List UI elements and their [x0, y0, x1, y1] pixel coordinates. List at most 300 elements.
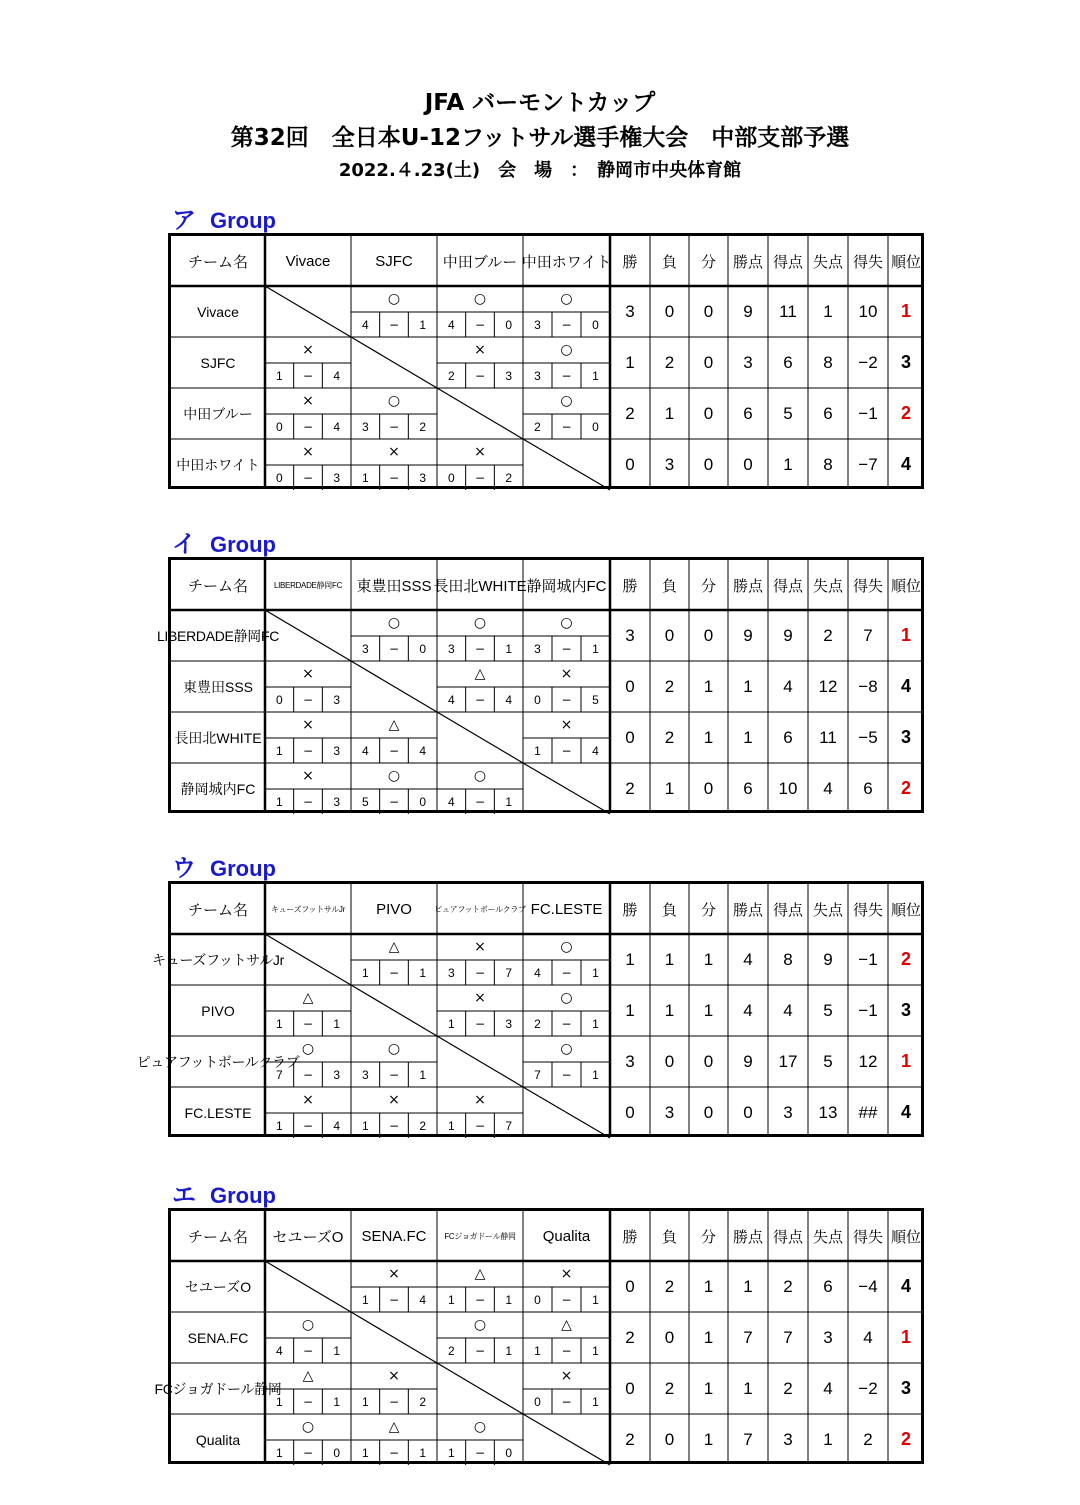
score-against: 3: [505, 368, 512, 383]
score-for: 1: [534, 1343, 541, 1358]
diagonal-line: [437, 388, 523, 439]
stat-rank: 1: [900, 1051, 911, 1071]
score-dash: −: [474, 1343, 486, 1358]
header-opponent: キューズフットサルJr: [270, 904, 345, 914]
header-goal-diff: 得失: [852, 1228, 883, 1246]
stat-goals-for: 3: [783, 1102, 793, 1122]
result-symbol: ○: [560, 939, 573, 955]
score-dash: −: [302, 368, 314, 383]
stat-win: 3: [625, 625, 635, 645]
score-against: 4: [333, 1118, 340, 1133]
stat-draw: 1: [703, 727, 714, 747]
stat-win: 2: [625, 778, 635, 798]
header-goals-for: 得点: [772, 1228, 803, 1246]
score-for: 3: [447, 965, 455, 980]
score-against: 1: [419, 1067, 426, 1082]
stat-win: 1: [625, 1000, 635, 1020]
score-against: 7: [505, 965, 512, 980]
result-symbol: ○: [387, 291, 401, 307]
score-dash: −: [561, 1394, 572, 1409]
team-name: ピュアフットボールクラブ: [136, 1053, 300, 1070]
score-for: 4: [447, 692, 455, 707]
header-goals-for: 得点: [772, 253, 803, 271]
stat-loss: 0: [664, 1429, 675, 1449]
stat-goal-diff: −5: [858, 727, 878, 747]
score-dash: −: [561, 419, 572, 434]
stat-goal-diff: 2: [863, 1429, 873, 1449]
stat-points: 0: [743, 1102, 753, 1122]
score-dash: −: [474, 1445, 486, 1460]
result-symbol: ×: [302, 393, 314, 409]
stat-goals-for: 4: [783, 1000, 793, 1020]
score-dash: −: [302, 1394, 314, 1409]
header-loss: 負: [661, 253, 677, 271]
score-dash: −: [561, 1067, 572, 1082]
score-against: 1: [505, 1292, 512, 1307]
score-against: 1: [419, 965, 426, 980]
result-symbol: ○: [560, 342, 573, 358]
stat-goals-for: 1: [783, 454, 793, 474]
header-opponent: 東豊田SSS: [356, 577, 432, 595]
stat-goals-against: 2: [823, 625, 833, 645]
stat-draw: 0: [703, 778, 714, 798]
stat-draw: 1: [703, 676, 714, 696]
stat-goals-for: 4: [783, 676, 793, 696]
header-team: チーム名: [187, 1228, 248, 1246]
stat-points: 6: [743, 778, 753, 798]
stat-loss: 2: [664, 1378, 675, 1398]
score-for: 0: [447, 470, 455, 485]
score-against: 0: [505, 1445, 512, 1460]
score-for: 1: [361, 965, 369, 980]
stat-win: 0: [625, 676, 635, 696]
result-symbol: ○: [473, 291, 487, 307]
header-opponent: PIVO: [376, 900, 412, 918]
score-against: 3: [333, 692, 340, 707]
stat-goal-diff: −1: [858, 949, 878, 969]
score-dash: −: [302, 470, 314, 485]
diagonal-line: [437, 1036, 523, 1087]
result-symbol: ○: [473, 1419, 487, 1435]
score-dash: −: [302, 1343, 314, 1358]
group-kana: ア: [172, 207, 196, 234]
score-against: 1: [592, 641, 599, 656]
score-dash: −: [302, 692, 314, 707]
stat-draw: 0: [703, 625, 714, 645]
stat-points: 1: [743, 1378, 753, 1398]
score-against: 4: [419, 743, 426, 758]
team-name: Qualita: [195, 1431, 241, 1448]
result-symbol: ×: [474, 990, 486, 1006]
stat-goal-diff: −2: [858, 352, 878, 372]
result-symbol: △: [474, 1266, 486, 1282]
stat-loss: 2: [664, 1276, 675, 1296]
score-for: 0: [534, 1292, 541, 1307]
stat-loss: 1: [664, 949, 675, 969]
stat-draw: 1: [703, 1429, 714, 1449]
result-symbol: ×: [474, 1092, 486, 1108]
stat-goals-against: 6: [823, 1276, 833, 1296]
score-against: 4: [505, 692, 512, 707]
group-table: [154, 1208, 924, 1464]
stat-draw: 1: [703, 1000, 714, 1020]
score-for: 4: [361, 317, 369, 332]
diagonal-line: [523, 439, 610, 490]
stat-goals-against: 4: [823, 778, 833, 798]
header-goal-diff: 得失: [852, 253, 883, 271]
stat-loss: 3: [664, 1102, 675, 1122]
stat-win: 2: [625, 403, 635, 423]
header-opponent: FCジョガドール静岡: [444, 1231, 516, 1241]
score-for: 4: [361, 743, 369, 758]
score-for: 0: [534, 692, 541, 707]
header-draw: 分: [700, 253, 716, 271]
title-line-2: 第32回 全日本U-12フットサル選手権大会 中部支部予選: [230, 125, 850, 151]
score-dash: −: [302, 1067, 314, 1082]
score-against: 3: [333, 743, 340, 758]
score-for: 2: [447, 1343, 455, 1358]
result-symbol: ×: [560, 666, 573, 682]
stat-goal-diff: 7: [863, 625, 873, 645]
diagonal-line: [351, 661, 437, 712]
score-against: 2: [419, 1394, 426, 1409]
diagonal-line: [351, 1312, 437, 1363]
score-for: 1: [361, 1394, 369, 1409]
group-label: Group: [210, 856, 276, 881]
score-against: 1: [505, 1343, 512, 1358]
score-dash: −: [561, 1016, 572, 1031]
stat-goal-diff: −7: [858, 454, 878, 474]
team-name: キューズフットサルJr: [152, 951, 284, 968]
score-dash: −: [302, 743, 314, 758]
score-against: 1: [592, 1016, 599, 1031]
score-for: 4: [275, 1343, 283, 1358]
result-symbol: ×: [302, 342, 314, 358]
score-for: 1: [447, 1292, 455, 1307]
stat-goal-diff: −2: [858, 1378, 878, 1398]
score-dash: −: [474, 965, 486, 980]
score-dash: −: [561, 317, 572, 332]
result-symbol: ○: [560, 393, 573, 409]
stat-draw: 0: [703, 352, 714, 372]
score-for: 3: [534, 317, 541, 332]
stat-win: 2: [625, 1429, 635, 1449]
header-opponent: Qualita: [542, 1227, 591, 1245]
score-against: 7: [505, 1118, 512, 1133]
group-table: [156, 557, 924, 813]
score-for: 2: [534, 419, 541, 434]
stat-draw: 0: [703, 1051, 714, 1071]
stat-rank: 3: [900, 727, 911, 747]
stat-goal-diff: −1: [858, 403, 878, 423]
stat-goals-against: 8: [823, 352, 833, 372]
score-against: 1: [333, 1343, 340, 1358]
score-dash: −: [388, 641, 400, 656]
header-opponent: LIBERDADE静岡FC: [273, 580, 343, 590]
header-goals-against: 失点: [812, 253, 843, 271]
header-team: チーム名: [187, 577, 248, 595]
stat-rank: 1: [900, 301, 911, 321]
group-title: [172, 1175, 276, 1210]
score-dash: −: [388, 470, 400, 485]
header-goals-for: 得点: [772, 901, 803, 919]
diagonal-line: [265, 1261, 351, 1312]
score-for: 1: [361, 1118, 369, 1133]
result-symbol: ×: [560, 1368, 573, 1384]
result-symbol: ×: [560, 717, 573, 733]
diagonal-line: [437, 712, 523, 763]
diagonal-line: [523, 763, 610, 814]
team-name: 静岡城内FC: [180, 780, 256, 797]
score-dash: −: [561, 965, 572, 980]
stat-goals-against: 12: [818, 676, 838, 696]
score-dash: −: [561, 641, 572, 656]
result-symbol: ○: [387, 615, 401, 631]
stat-win: 2: [625, 1327, 635, 1347]
team-name: セユーズO: [184, 1278, 252, 1295]
score-dash: −: [302, 1445, 314, 1460]
result-symbol: ○: [560, 615, 573, 631]
stat-loss: 2: [664, 676, 675, 696]
group-table: [136, 881, 924, 1137]
stat-loss: 0: [664, 301, 675, 321]
result-symbol: ×: [474, 342, 486, 358]
stat-loss: 1: [664, 778, 675, 798]
score-for: 1: [447, 1118, 455, 1133]
diagonal-line: [351, 337, 437, 388]
stat-goals-against: 1: [823, 1429, 833, 1449]
score-for: 7: [534, 1067, 541, 1082]
stat-points: 1: [743, 1276, 753, 1296]
score-against: 5: [592, 692, 599, 707]
score-for: 4: [447, 794, 455, 809]
stat-rank: 2: [900, 403, 911, 423]
stat-draw: 1: [703, 1276, 714, 1296]
stat-draw: 1: [703, 949, 714, 969]
stat-goals-against: 1: [823, 301, 833, 321]
stat-rank: 4: [900, 1102, 911, 1122]
score-for: 0: [275, 470, 283, 485]
stat-points: 9: [743, 1051, 753, 1071]
stat-loss: 0: [664, 1051, 675, 1071]
stat-goals-against: 8: [823, 454, 833, 474]
score-dash: −: [474, 1016, 486, 1031]
result-symbol: △: [388, 717, 400, 733]
header-opponent: 中田ブルー: [442, 253, 518, 271]
diagonal-line: [523, 1087, 610, 1138]
group-title: [172, 200, 276, 235]
score-against: 0: [333, 1445, 340, 1460]
header-opponent: SJFC: [375, 252, 413, 270]
score-against: 1: [592, 1343, 599, 1358]
score-dash: −: [302, 419, 314, 434]
score-against: 0: [505, 317, 512, 332]
stat-loss: 0: [664, 625, 675, 645]
score-for: 1: [361, 1445, 369, 1460]
score-against: 0: [419, 794, 426, 809]
score-for: 3: [361, 1067, 369, 1082]
stat-loss: 1: [664, 1000, 675, 1020]
header-rank: 順位: [890, 577, 921, 595]
header-goals-against: 失点: [812, 577, 843, 595]
header-points: 勝点: [732, 577, 763, 595]
score-dash: −: [561, 743, 572, 758]
score-against: 0: [592, 317, 599, 332]
stat-rank: 3: [900, 1378, 911, 1398]
stat-goals-against: 6: [823, 403, 833, 423]
score-for: 1: [275, 368, 283, 383]
header-win: 勝: [622, 901, 638, 919]
header-points: 勝点: [732, 253, 763, 271]
score-for: 0: [534, 1394, 541, 1409]
result-symbol: ×: [388, 1092, 400, 1108]
stat-win: 1: [625, 352, 635, 372]
group-kana: ウ: [172, 855, 196, 882]
stat-goals-for: 10: [778, 778, 798, 798]
team-name: FCジョガドール静岡: [154, 1380, 282, 1397]
result-symbol: ×: [302, 444, 314, 460]
result-symbol: ×: [388, 1266, 400, 1282]
stat-rank: 1: [900, 625, 911, 645]
stat-draw: 1: [703, 1378, 714, 1398]
stat-goal-diff: −1: [858, 1000, 878, 1020]
stat-win: 1: [625, 949, 635, 969]
stat-goals-for: 6: [783, 727, 793, 747]
group-kana: エ: [172, 1182, 196, 1209]
stat-goals-against: 4: [823, 1378, 833, 1398]
result-symbol: ○: [387, 393, 401, 409]
score-dash: −: [388, 965, 400, 980]
result-symbol: △: [561, 1317, 572, 1333]
result-symbol: ○: [560, 990, 573, 1006]
header-goals-against: 失点: [812, 1228, 843, 1246]
result-symbol: △: [302, 1368, 314, 1384]
score-for: 1: [275, 1445, 283, 1460]
group-title: [172, 524, 276, 559]
header-loss: 負: [661, 577, 677, 595]
score-against: 1: [592, 1394, 599, 1409]
stat-rank: 2: [900, 949, 911, 969]
stat-rank: 4: [900, 1276, 911, 1296]
team-name: FC.LESTE: [184, 1104, 252, 1121]
score-against: 4: [419, 1292, 426, 1307]
score-against: 1: [592, 1067, 599, 1082]
stat-draw: 0: [703, 301, 714, 321]
score-for: 1: [275, 1394, 283, 1409]
score-for: 1: [447, 1016, 455, 1031]
header-opponent: SENA.FC: [361, 1227, 427, 1245]
header-rank: 順位: [890, 1228, 921, 1246]
score-against: 1: [505, 794, 512, 809]
stat-goals-against: 5: [823, 1051, 833, 1071]
stat-draw: 0: [703, 1102, 714, 1122]
header-goals-for: 得点: [772, 577, 803, 595]
result-symbol: ○: [387, 768, 401, 784]
score-against: 1: [419, 317, 426, 332]
score-against: 1: [505, 641, 512, 656]
stat-draw: 0: [703, 454, 714, 474]
score-dash: −: [388, 1394, 400, 1409]
diagonal-line: [265, 286, 351, 337]
stat-loss: 2: [664, 352, 675, 372]
header-rank: 順位: [890, 901, 921, 919]
stat-points: 0: [743, 454, 753, 474]
group-label: Group: [210, 208, 276, 233]
stat-goals-for: 17: [778, 1051, 798, 1071]
stat-rank: 4: [900, 454, 911, 474]
diagonal-line: [437, 1363, 523, 1414]
stat-goal-diff: −4: [858, 1276, 878, 1296]
team-name: 中田ホワイト: [176, 456, 260, 473]
diagonal-line: [523, 1414, 610, 1465]
header-opponent: セユーズO: [272, 1228, 344, 1246]
score-for: 1: [275, 1118, 283, 1133]
header-points: 勝点: [732, 1228, 763, 1246]
team-name: PIVO: [201, 1002, 235, 1019]
stat-rank: 3: [900, 352, 911, 372]
stat-rank: 2: [900, 1429, 911, 1449]
group-label: Group: [210, 532, 276, 557]
score-dash: −: [302, 794, 314, 809]
stat-rank: 1: [900, 1327, 911, 1347]
score-against: 1: [333, 1394, 340, 1409]
score-dash: −: [474, 1292, 486, 1307]
score-for: 1: [275, 794, 283, 809]
team-name: SENA.FC: [187, 1329, 249, 1346]
title-line-1: JFA バーモントカップ: [424, 90, 656, 116]
result-symbol: ○: [560, 1041, 573, 1057]
stat-points: 7: [743, 1327, 753, 1347]
result-symbol: ○: [301, 1041, 315, 1057]
stat-goals-against: 11: [819, 727, 837, 747]
header-goals-against: 失点: [812, 901, 843, 919]
stat-points: 6: [743, 403, 753, 423]
score-against: 0: [419, 641, 426, 656]
header-goal-diff: 得失: [852, 577, 883, 595]
header-loss: 負: [661, 1228, 677, 1246]
stat-rank: 3: [900, 1000, 911, 1020]
stat-loss: 1: [664, 403, 675, 423]
header-opponent: Vivace: [285, 252, 331, 270]
stat-goals-for: 7: [783, 1327, 793, 1347]
score-against: 1: [419, 1445, 426, 1460]
score-for: 2: [534, 1016, 541, 1031]
stat-win: 0: [625, 1378, 635, 1398]
stat-win: 0: [625, 1276, 635, 1296]
stat-draw: 0: [703, 403, 714, 423]
header-team: チーム名: [187, 253, 248, 271]
score-for: 1: [534, 743, 541, 758]
stat-goals-for: 5: [783, 403, 793, 423]
score-against: 2: [505, 470, 512, 485]
score-against: 4: [333, 368, 340, 383]
score-for: 3: [534, 368, 541, 383]
stat-goal-diff: −8: [858, 676, 878, 696]
score-against: 1: [592, 1292, 599, 1307]
score-dash: −: [561, 1292, 572, 1307]
score-dash: −: [561, 368, 572, 383]
stat-goal-diff: ##: [858, 1102, 878, 1122]
stat-goals-for: 8: [783, 949, 793, 969]
team-name: LIBERDADE静岡FC: [156, 627, 280, 644]
score-against: 1: [592, 368, 599, 383]
stat-goals-against: 5: [823, 1000, 833, 1020]
stat-draw: 1: [703, 1327, 714, 1347]
result-symbol: △: [388, 939, 400, 955]
stat-loss: 2: [664, 727, 675, 747]
stat-loss: 0: [664, 1327, 675, 1347]
score-against: 3: [333, 1067, 340, 1082]
